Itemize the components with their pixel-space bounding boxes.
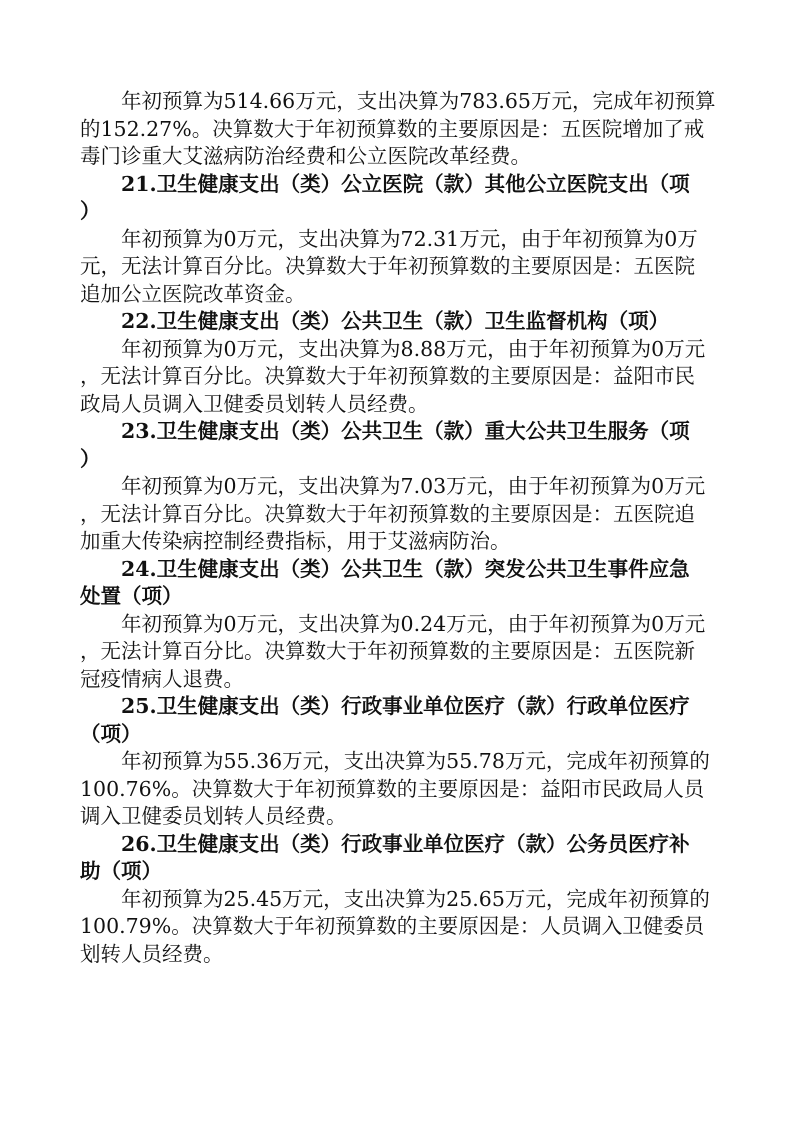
budget-section <box>80 831 720 969</box>
budget-section <box>80 308 720 418</box>
section-heading-line: 25.卫生健康支出（类）行政事业单位医疗（款）行政单位医疗 <box>121 694 690 718</box>
section-heading-line: 26.卫生健康支出（类）行政事业单位医疗（款）公务员医疗补 <box>121 831 690 856</box>
paragraph-line: 年初预算为55.36万元，支出决算为55.78万元，完成年初预算的 <box>121 749 710 773</box>
paragraph-line: 100.76%。决算数大于年初预算数的主要原因是：益阳市民政局人员 <box>80 776 705 801</box>
paragraph-line: 加重大传染病控制经费指标，用于艾滋病防治。 <box>80 529 511 553</box>
section-heading-line: 处置（项） <box>80 584 183 608</box>
budget-section <box>80 418 720 556</box>
paragraph-line: ，无法计算百分比。决算数大于年初预算数的主要原因是：五医院新 <box>80 639 695 663</box>
paragraph-line: ，无法计算百分比。决算数大于年初预算数的主要原因是：五医院追 <box>80 501 695 526</box>
budget-section <box>80 171 720 309</box>
paragraph-line: 划转人员经费。 <box>80 941 224 966</box>
paragraph-line: 年初预算为0万元，支出决算为72.31万元，由于年初预算为0万 <box>121 226 698 251</box>
paragraph-line: 年初预算为514.66万元，支出决算为783.65万元，完成年初预算 <box>121 89 716 113</box>
paragraph-line: 100.79%。决算数大于年初预算数的主要原因是：人员调入卫健委员 <box>80 914 705 938</box>
section-heading-line: 22.卫生健康支出（类）公共卫生（款）卫生监督机构（项） <box>121 309 670 333</box>
paragraph-line: 年初预算为0万元，支出决算为7.03万元，由于年初预算为0万元 <box>121 474 706 498</box>
budget-section <box>80 88 720 171</box>
budget-section <box>80 693 720 831</box>
paragraph-line: 的152.27%。决算数大于年初预算数的主要原因是：五医院增加了戒 <box>80 116 705 141</box>
paragraph-line: 元，无法计算百分比。决算数大于年初预算数的主要原因是：五医院 <box>80 254 695 278</box>
budget-section <box>80 556 720 694</box>
paragraph-line: 年初预算为0万元，支出决算为0.24万元，由于年初预算为0万元 <box>121 611 706 636</box>
paragraph-line: 追加公立医院改革资金。 <box>80 281 306 306</box>
section-heading-line: 21.卫生健康支出（类）公立医院（款）其他公立医院支出（项 <box>121 171 690 196</box>
section-heading-line: ） <box>80 199 101 223</box>
section-heading-line: 23.卫生健康支出（类）公共卫生（款）重大公共卫生服务（项 <box>121 419 690 443</box>
paragraph-line: 政局人员调入卫健委员划转人员经费。 <box>80 391 429 416</box>
paragraph-line: 冠疫情病人退费。 <box>80 666 244 691</box>
paragraph-line: 毒门诊重大艾滋病防治经费和公立医院改革经费。 <box>80 144 531 168</box>
paragraph-line: 年初预算为0万元，支出决算为8.88万元，由于年初预算为0万元 <box>121 336 706 361</box>
section-heading-line: 助（项） <box>80 859 162 883</box>
section-heading-line: 24.卫生健康支出（类）公共卫生（款）突发公共卫生事件应急 <box>121 556 690 581</box>
paragraph-line: 年初预算为25.45万元，支出决算为25.65万元，完成年初预算的 <box>121 886 710 911</box>
section-heading-line: （项） <box>80 721 142 746</box>
paragraph-line: ，无法计算百分比。决算数大于年初预算数的主要原因是：益阳市民 <box>80 364 695 388</box>
paragraph-line: 调入卫健委员划转人员经费。 <box>80 804 347 828</box>
section-heading-line: ） <box>80 446 101 471</box>
document-page <box>80 88 720 968</box>
